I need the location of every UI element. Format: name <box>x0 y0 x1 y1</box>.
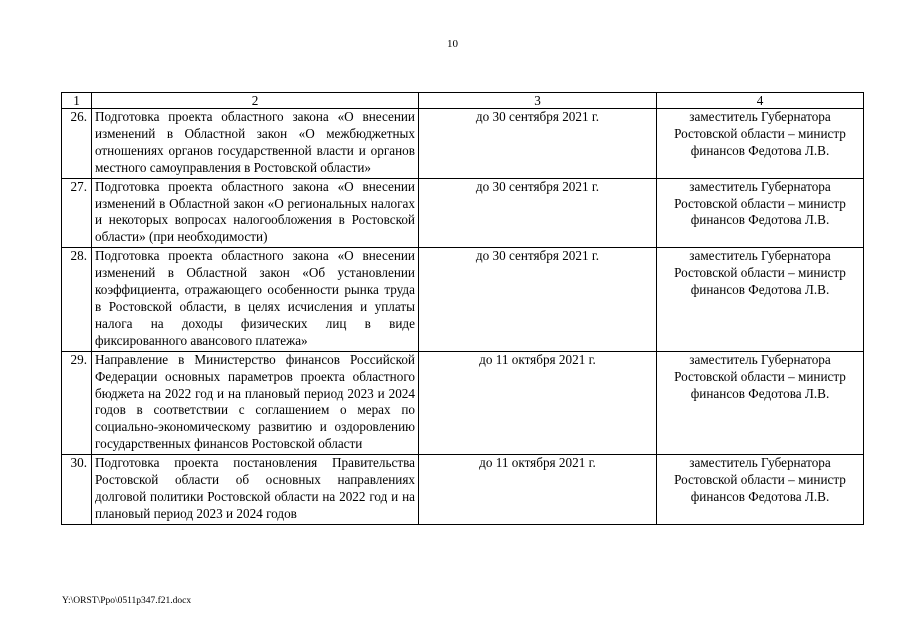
row-deadline: до 30 сентября 2021 г. <box>419 109 657 179</box>
plan-table <box>61 92 864 525</box>
row-description: Направление в Министерство финансов Российской Федерации основных параметров проекта областного бюджета на 2022 год и на плановый период 2023 и 2024 годов в соответствии с соглашением о мерах по социально-экономическому развитию и оздоровлению государственных финансов Ростовской области <box>92 351 419 454</box>
row-responsible: заместитель Губернатора Ростовской области – министр финансов Федотова Л.В. <box>657 455 864 525</box>
row-number: 28. <box>62 248 92 351</box>
table-row <box>62 248 864 351</box>
row-description: Подготовка проекта постановления Правительства Ростовской области об основных направлениях долговой политики Ростовской области на 2022 год и на плановый период 2023 и 2024 годов <box>92 455 419 525</box>
table-header-row <box>62 93 864 109</box>
row-number: 29. <box>62 351 92 454</box>
file-path: Y:\ORST\Ppo\0511p347.f21.docx <box>62 596 192 606</box>
header-cell-2: 2 <box>92 93 419 109</box>
row-description: Подготовка проекта областного закона «О внесении изменений в Областной закон «О межбюджетных отношениях органов государственной власти и органов местного самоуправления в Ростовской области» <box>92 109 419 179</box>
header-cell-1: 1 <box>62 93 92 109</box>
header-cell-3: 3 <box>419 93 657 109</box>
row-deadline: до 30 сентября 2021 г. <box>419 178 657 248</box>
row-description: Подготовка проекта областного закона «О внесении изменений в Областной закон «Об установлении коэффициента, отражающего особенности рынка труда в Ростовской области, в целях исчисления и уплаты налога на доходы физических лиц в виде фиксированного авансового платежа» <box>92 248 419 351</box>
row-number: 26. <box>62 109 92 179</box>
row-responsible: заместитель Губернатора Ростовской области – министр финансов Федотова Л.В. <box>657 178 864 248</box>
row-deadline: до 11 октября 2021 г. <box>419 455 657 525</box>
row-responsible: заместитель Губернатора Ростовской области – министр финансов Федотова Л.В. <box>657 248 864 351</box>
row-deadline: до 11 октября 2021 г. <box>419 351 657 454</box>
header-cell-4: 4 <box>657 93 864 109</box>
row-responsible: заместитель Губернатора Ростовской области – министр финансов Федотова Л.В. <box>657 351 864 454</box>
row-number: 30. <box>62 455 92 525</box>
row-description: Подготовка проекта областного закона «О внесении изменений в Областной закон «О региональных налогах и некоторых вопросах налогообложения в Ростовской области» (при необходимости) <box>92 178 419 248</box>
row-deadline: до 30 сентября 2021 г. <box>419 248 657 351</box>
table-row <box>62 178 864 248</box>
row-number: 27. <box>62 178 92 248</box>
row-responsible: заместитель Губернатора Ростовской области – министр финансов Федотова Л.В. <box>657 109 864 179</box>
table-row <box>62 109 864 179</box>
table-row <box>62 351 864 454</box>
table-row <box>62 455 864 525</box>
page-number: 10 <box>447 38 458 50</box>
